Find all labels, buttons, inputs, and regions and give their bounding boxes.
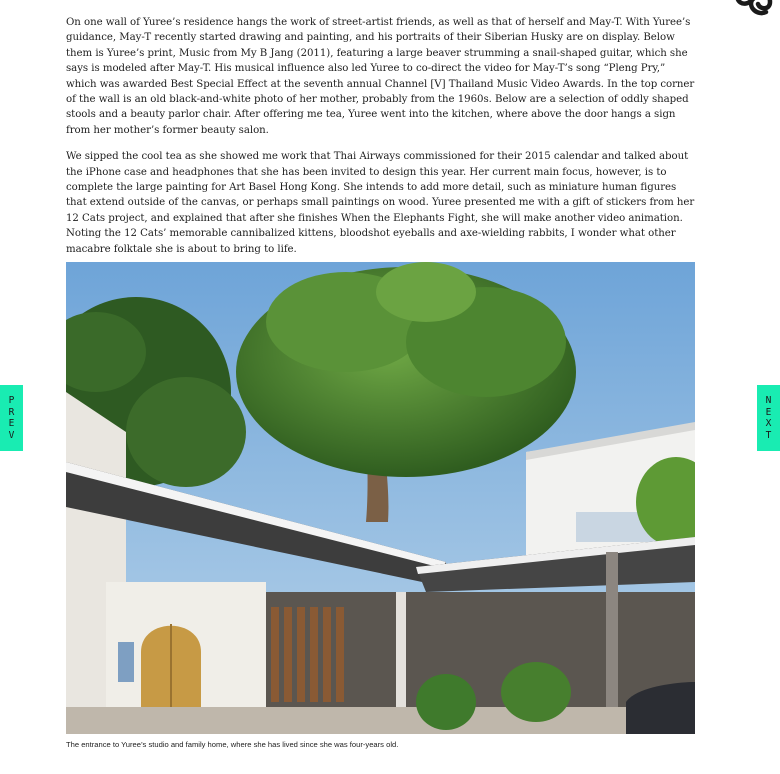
studio-entrance-photo: [66, 262, 695, 734]
article-body: [66, 15, 696, 268]
prev-letter: P: [8, 395, 15, 406]
next-letter: E: [765, 406, 772, 418]
prev-button[interactable]: [0, 385, 23, 451]
article-paragraph-1: On one wall of Yuree’s residence hangs the work of street-artist friends, as well as that of herself and May-T. With Yuree’s guidance, May-T recently started drawing and painting, and his portraits of their Siberian Husky are on display. Below them is Yuree’s print, Music from My B Jang (2011), featuring a large beaver strumming a snail-shaped guitar, which she says is modeled after May-T. His musical influence also led Yuree to co-direct the video for May-T’s song “Pleng Pry,” which was awarded Best Special Effect at the seventh annual Channel [V] Thailand Music Video Awards. In the top corner of the wall is an old black-and-white photo of her mother, probably from the 1960s. Below are a selection of oddly shaped stools and a beauty parlor chair. After offering me tea, Yuree went into the kitchen, where above the door hangs a sign from her mother’s former beauty salon.: [66, 17, 695, 136]
next-letter: N: [765, 395, 772, 406]
logo-icon[interactable]: [730, 0, 780, 22]
prev-letter: V: [8, 429, 15, 441]
next-letter: T: [765, 429, 772, 441]
article-paragraph-2: We sipped the cool tea as she showed me work that Thai Airways commissioned for their 2015 calendar and talked about the iPhone case and headphones that she has been invited to design this year. Her current main focus, however, is to complete the large painting for Art Basel Hong Kong. She intends to add more detail, such as miniature human figures that extend outside of the canvas, or perhaps small paintings on wood. Yuree presented me with a gift of stickers from her 12 Cats project, and explained that after she finishes When the Elephants Fight, she will make another video animation. Noting the 12 Cats’ memorable cannibalized kittens, bloodshot eyeballs and axe-wielding rabbits, I wonder what other macabre folktale she is about to bring to life.: [66, 151, 695, 255]
next-button[interactable]: [757, 385, 780, 451]
next-letter: X: [765, 418, 772, 429]
photo-caption: The entrance to Yuree’s studio and family home, where she has lived since she was four-years old.: [66, 740, 399, 749]
prev-letter: E: [8, 418, 15, 429]
prev-letter: R: [8, 406, 15, 418]
